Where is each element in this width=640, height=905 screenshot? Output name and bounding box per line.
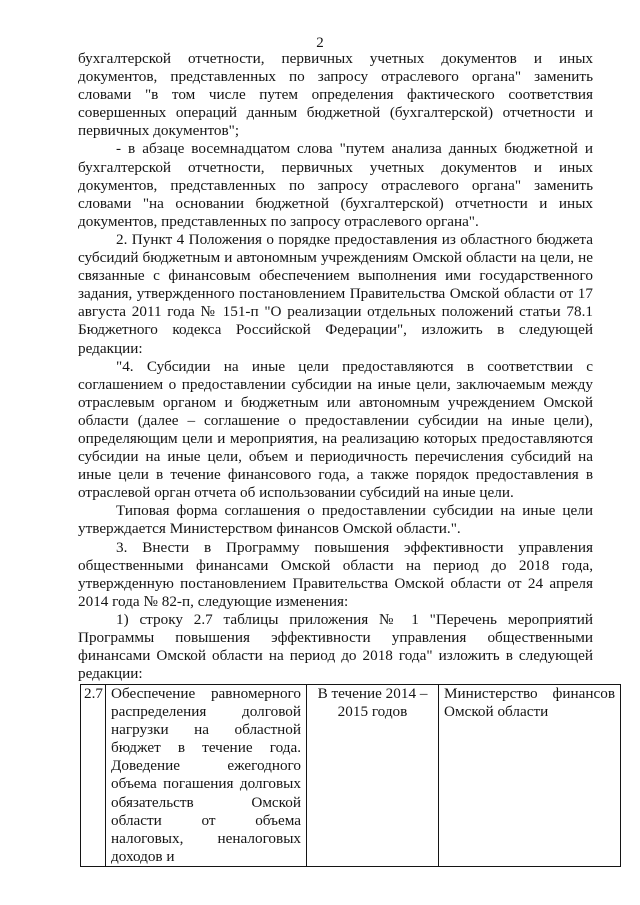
term-cell: В течение 2014 – 2015 годов	[307, 685, 439, 867]
paragraph: 3. Внести в Программу повышения эффективности управления общественными финансами Омской области на период до 2018 года, утвержденную постановлением Правительства Омской области от 24 апреля 2014 года № 82-п, следующие изменения:	[78, 538, 593, 610]
paragraph: бухгалтерской отчетности, первичных учетных документов и иных документов, представленных по запросу отраслевого органа" заменить словами "в том числе путем определения фактического соответствия совершенных операций данным бюджетной (бухгалтерской) отчетности и первичных документов";	[78, 50, 593, 140]
paragraph: 2. Пункт 4 Положения о порядке предоставления из областного бюджета субсидий бюджетным и автономным учреждениям Омской области на цели, не связанные с финансовым обеспечением выполнения ими государственного задания, утвержденного постановлением Правительства Омской области от 17 августа 2011 года № 151-п "О реализации отдельных положений статьи 78.1 Бюджетного кодекса Российской Федерации", изложить в следующей редакции:	[78, 230, 593, 357]
paragraph: "4. Субсидии на иные цели предоставляются в соответствии с соглашением о предоставлении субсидии на иные цели, заключаемым между отраслевым органом и бюджетным или автономным учреждением Омской области (далее – соглашение о предоставлении субсидии на иные цели), определяющим цели и мероприятия, на реализацию которых предоставляются субсидии на иные цели, объем и периодичность перечисления субсидий на иные цели в течение финансового года, а также порядок предоставления в отраслевой орган отчета об использовании субсидий на иные цели.	[78, 357, 593, 502]
table-row	[81, 685, 621, 867]
executor-cell: Министерство финансов Омской области	[439, 685, 621, 867]
paragraph: - в абзаце восемнадцатом слова "путем анализа данных бюджетной и бухгалтерской отчетности, первичных учетных документов и иных документов, представленных по запросу отраслевого органа" заменить словами "на основании бюджетной (бухгалтерской) отчетности и иных документов, представленных по запросу отраслевого органа".	[78, 140, 593, 230]
row-number-cell: 2.7	[81, 685, 106, 867]
page-number: 2	[316, 35, 324, 51]
paragraph: Типовая форма соглашения о предоставлении субсидии на иные цели утверждается Министерством финансов Омской области.".	[78, 502, 593, 538]
paragraph: 1) строку 2.7 таблицы приложения № 1 "Перечень мероприятий Программы повышения эффективности управления общественными финансами Омской области на период до 2018 года" изложить в следующей редакции:	[78, 610, 593, 683]
document-body	[78, 50, 593, 683]
measures-table	[80, 684, 621, 867]
measure-cell: Обеспечение равномерного распределения долговой нагрузки на областной бюджет в течение года. Доведение ежегодного объема погашения долговых обязательств Омской области от объема налоговых, неналоговых доходов и	[106, 685, 307, 867]
